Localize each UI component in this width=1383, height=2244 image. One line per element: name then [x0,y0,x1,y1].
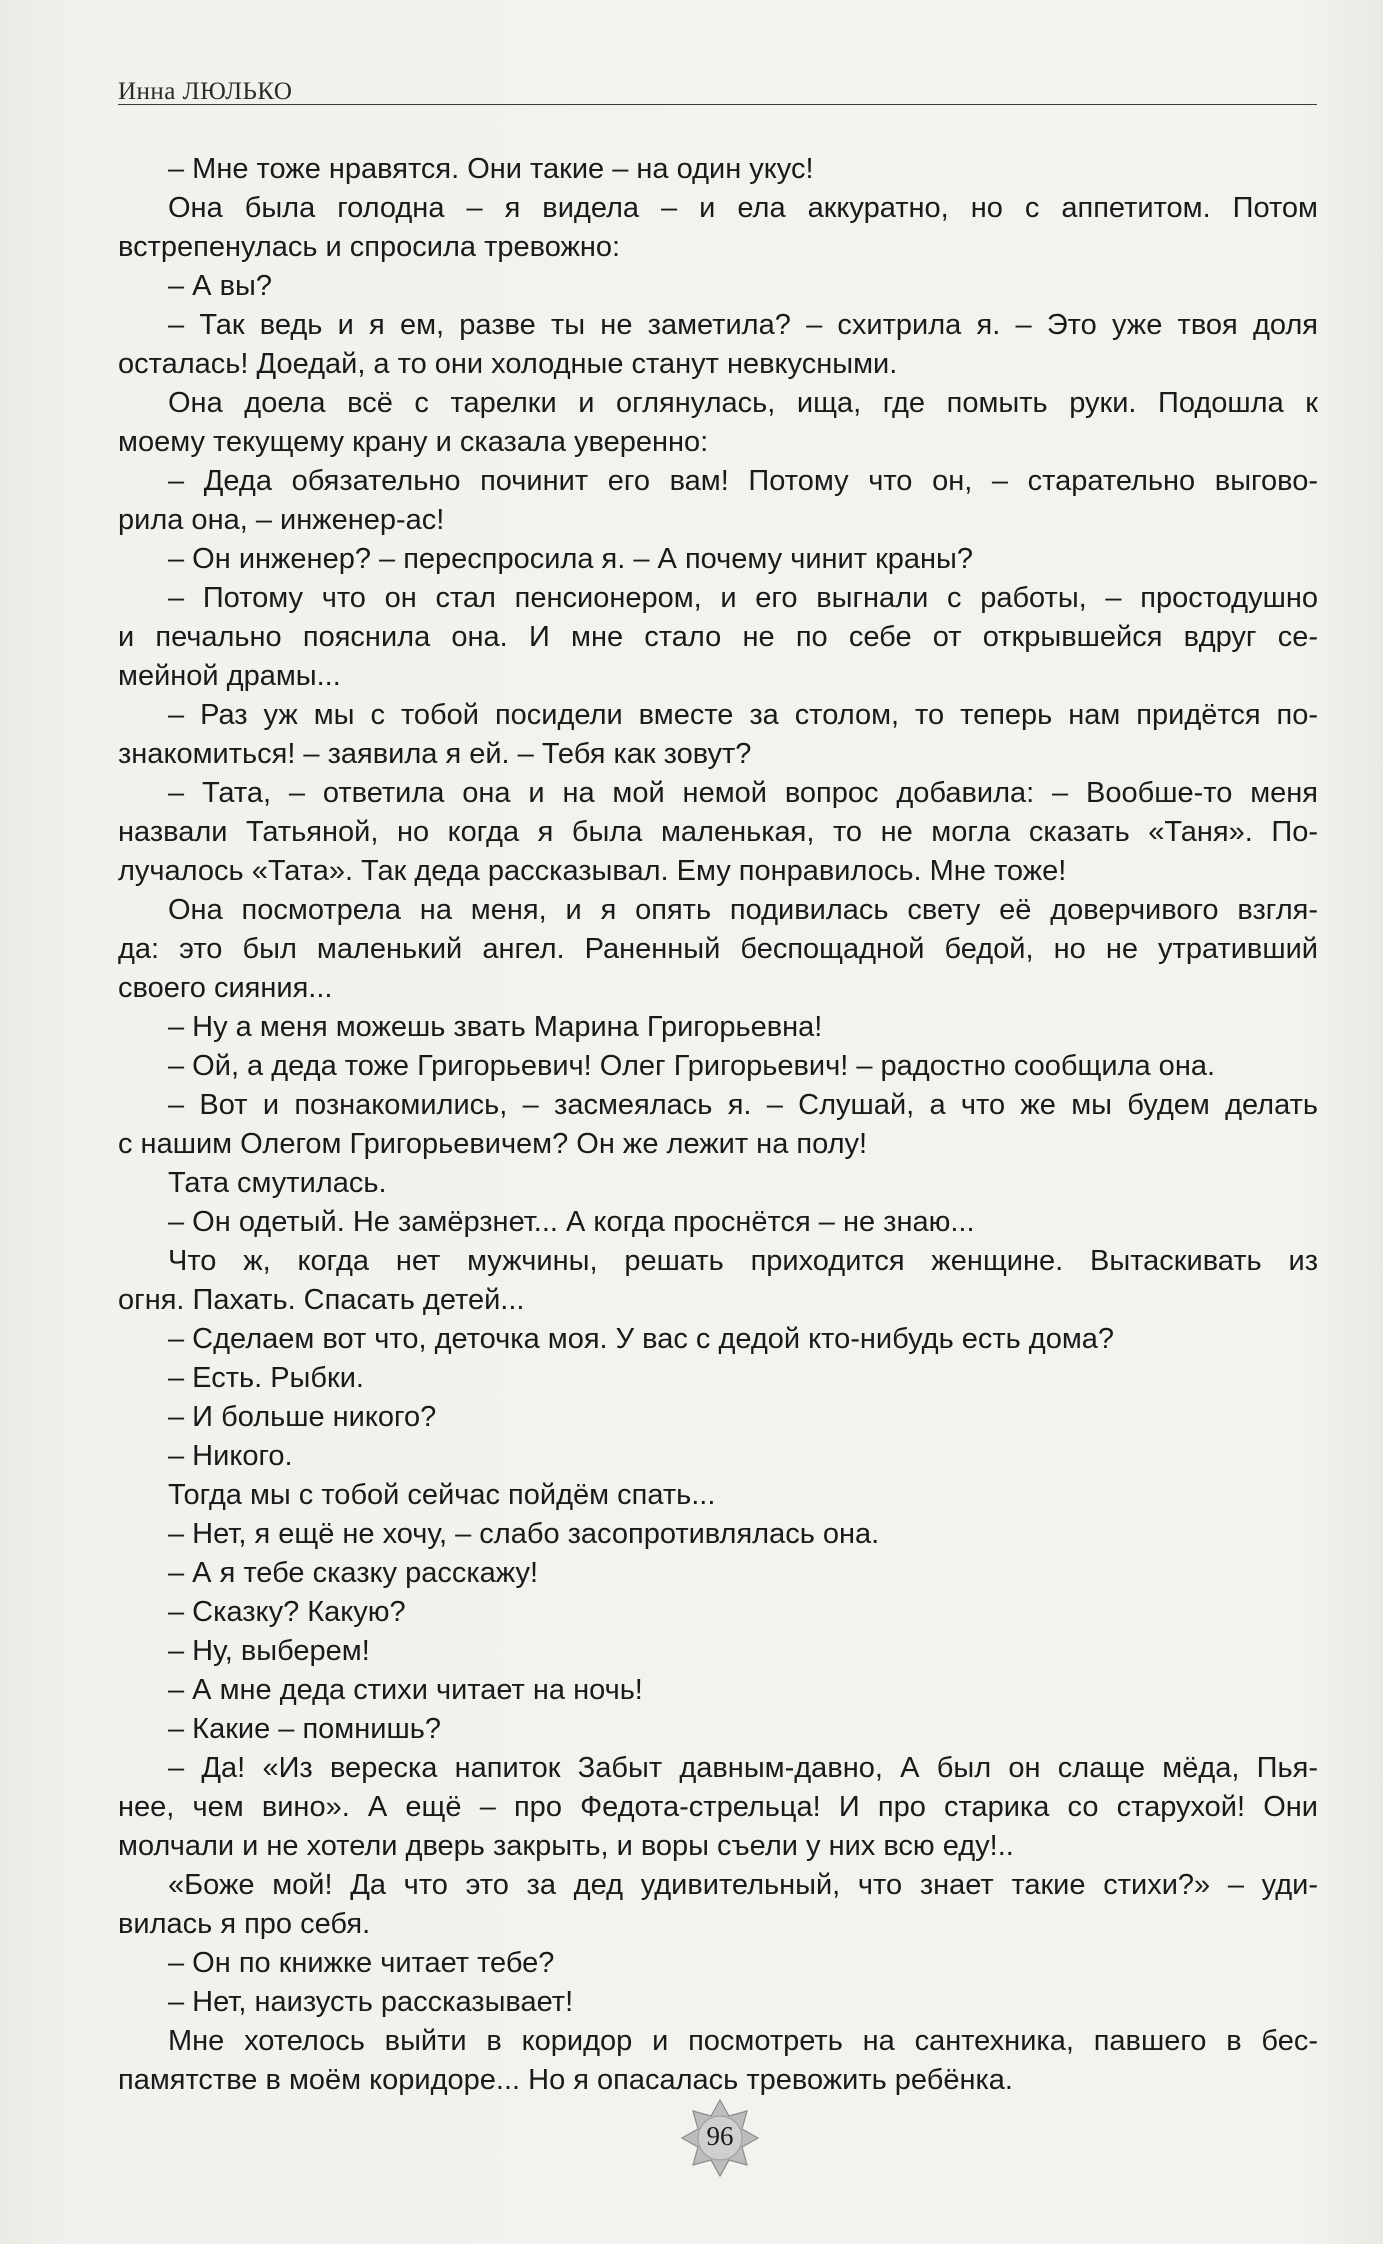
body-text [118,150,1318,2100]
text-line: знакомиться! – заявила я ей. – Тебя как зовут? [118,738,752,770]
text-line: – Так ведь и я ем, разве ты не заметила? – схитрила я. – Это уже твоя доля [168,309,1318,341]
running-title: Инна ЛЮЛЬКО [118,78,293,105]
text-line: мейной драмы... [118,660,341,692]
text-line: моему текущему крану и сказала уверенно: [118,426,709,458]
text-line: – А вы? [168,270,272,302]
text-line: – Какие – помнишь? [168,1713,441,1745]
header-rule [118,104,1317,105]
text-line: – А мне деда стихи читает на ночь! [168,1674,643,1706]
text-line: – Сделаем вот что, деточка моя. У вас с дедой кто-нибудь есть дома? [168,1323,1115,1355]
text-line: – Вот и познакомились, – засмеялась я. – Слушай, а что же мы будем делать [168,1089,1318,1121]
text-line: – Он одетый. Не замёрзнет... А когда проснётся – не знаю... [168,1206,975,1238]
text-line: – Есть. Рыбки. [168,1362,364,1394]
text-line: рила она, – инженер-ас! [118,504,445,536]
text-line: лучалось «Тата». Так деда рассказывал. Ему понравилось. Мне тоже! [118,855,1067,887]
text-line: «Боже мой! Да что это за дед удивительный, что знает такие стихи?» – уди- [168,1869,1318,1901]
text-line: Она посмотрела на меня, и я опять подивилась свету её доверчивого взгля- [168,894,1318,926]
text-line: с нашим Олегом Григорьевичем? Он же лежит на полу! [118,1128,868,1160]
text-line: Она доела всё с тарелки и оглянулась, ища, где помыть руки. Подошла к [168,387,1318,419]
text-line: и печально пояснила она. И мне стало не по себе от открывшейся вдруг се- [118,621,1318,653]
text-line: – Потому что он стал пенсионером, и его выгнали с работы, – простодушно [168,582,1318,614]
text-line: – Тата, – ответила она и на мой немой вопрос добавила: – Вообше-то меня [168,777,1318,809]
text-line: нее, чем вино». А ещё – про Федота-стрельца! И про старика со старухой! Они [118,1791,1318,1823]
text-line: встрепенулась и спросила тревожно: [118,231,621,263]
text-line: – Он по книжке читает тебе? [168,1947,555,1979]
text-line: вилась я про себя. [118,1908,371,1940]
text-line: осталась! Доедай, а то они холодные станут невкусными. [118,348,898,380]
text-line: памятстве в моём коридоре... Но я опасалась тревожить ребёнка. [118,2064,1013,2096]
text-line: – Нет, я ещё не хочу, – слабо засопротивлялась она. [168,1518,880,1550]
text-line: – Да! «Из вереска напиток Забыт давным-давно, А был он слаще мёда, Пья- [168,1752,1318,1784]
text-line: огня. Пахать. Спасать детей... [118,1284,525,1316]
text-line: молчали и не хотели дверь закрыть, и воры съели у них всю еду!.. [118,1830,1014,1862]
text-line: своего сияния... [118,972,333,1004]
text-line: – Сказку? Какую? [168,1596,406,1628]
text-line: Мне хотелось выйти в коридор и посмотреть на сантехника, павшего в бес- [168,2025,1318,2057]
text-line: – Никого. [168,1440,293,1472]
text-line: – Мне тоже нравятся. Они такие – на один укус! [168,153,814,185]
page-number-ornament [680,2098,760,2178]
text-line: да: это был маленький ангел. Раненный беспощадной бедой, но не утративший [118,933,1318,965]
text-line: – Ну, выберем! [168,1635,370,1667]
text-line: – Нет, наизусть рассказывает! [168,1986,574,2018]
text-line: – Ой, а деда тоже Григорьевич! Олег Григорьевич! – радостно сообщила она. [168,1050,1216,1082]
text-line: Тогда мы с тобой сейчас пойдём спать... [168,1479,716,1511]
text-line: – Ну а меня можешь звать Марина Григорьевна! [168,1011,823,1043]
text-line: – Раз уж мы с тобой посидели вместе за столом, то теперь нам придётся по- [168,699,1318,731]
text-line: Она была голодна – я видела – и ела аккуратно, но с аппетитом. Потом [168,192,1318,224]
text-line: Что ж, когда нет мужчины, решать приходится женщине. Вытаскивать из [168,1245,1318,1277]
text-line: Тата смутилась. [168,1167,387,1199]
text-line: – И больше никого? [168,1401,437,1433]
text-line: – А я тебе сказку расскажу! [168,1557,539,1589]
text-line: – Он инженер? – переспросила я. – А почему чинит краны? [168,543,974,575]
text-line: назвали Татьяной, но когда я была маленькая, то не могла сказать «Таня». По- [118,816,1318,848]
page-number: 96 [706,2121,734,2151]
text-line: – Деда обязательно починит его вам! Потому что он, – старательно выгово- [168,465,1318,497]
